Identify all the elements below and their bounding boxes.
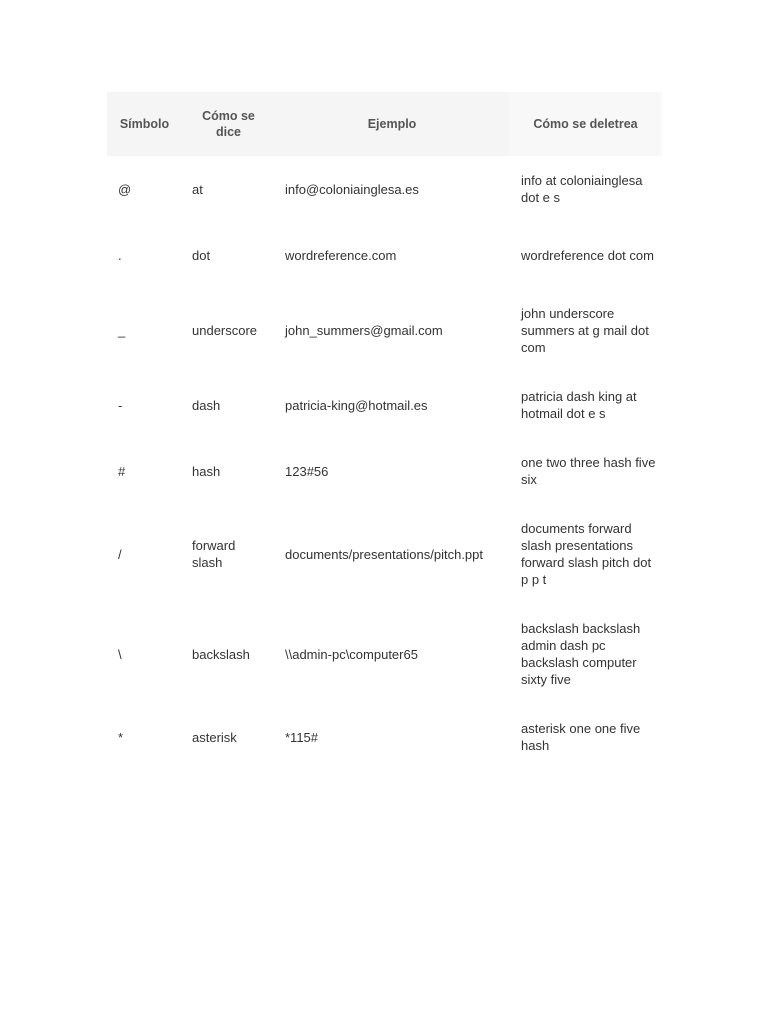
row-symbol: / bbox=[118, 546, 122, 562]
row-symbol: _ bbox=[118, 322, 126, 338]
table-row bbox=[107, 156, 662, 222]
row-said: hash bbox=[192, 463, 221, 479]
table-row bbox=[107, 372, 662, 438]
table-header bbox=[107, 92, 662, 156]
row-example: john_summers@gmail.com bbox=[285, 322, 443, 338]
row-example: \\admin-pc\computer65 bbox=[285, 646, 418, 662]
row-said: dot bbox=[192, 247, 211, 263]
row-said: asterisk bbox=[192, 729, 237, 745]
row-spelled: asterisk one one five hash bbox=[521, 721, 641, 753]
row-example: documents/presentations/pitch.ppt bbox=[285, 546, 484, 562]
row-said: forward slash bbox=[192, 538, 236, 570]
row-example: 123#56 bbox=[285, 463, 329, 479]
header-symbol: Símbolo bbox=[107, 92, 182, 156]
row-symbol: * bbox=[118, 729, 124, 745]
symbols-table bbox=[107, 92, 662, 770]
table-row bbox=[107, 288, 662, 372]
row-spelled: wordreference dot com bbox=[521, 247, 654, 263]
table-row bbox=[107, 438, 662, 504]
row-symbol: . bbox=[118, 247, 122, 263]
table-row bbox=[107, 504, 662, 604]
row-spelled: documents forward slash presentations forward slash pitch dot p p t bbox=[521, 521, 652, 587]
row-spelled: backslash backslash admin dash pc backslash computer sixty five bbox=[521, 621, 641, 687]
row-said: dash bbox=[192, 397, 221, 413]
row-symbol: @ bbox=[118, 181, 132, 197]
row-spelled: one two three hash five six bbox=[521, 455, 656, 487]
row-example: patricia-king@hotmail.es bbox=[285, 397, 428, 413]
row-example: info@coloniainglesa.es bbox=[285, 181, 419, 197]
row-spelled: john underscore summers at g mail dot com bbox=[521, 305, 649, 355]
header-row bbox=[107, 92, 662, 156]
header-example: Ejemplo bbox=[275, 92, 509, 156]
row-example: wordreference.com bbox=[285, 247, 397, 263]
row-said: underscore bbox=[192, 322, 258, 338]
row-symbol: \ bbox=[118, 646, 122, 662]
table-row bbox=[107, 604, 662, 704]
row-said: backslash bbox=[192, 646, 250, 662]
row-example: *115# bbox=[285, 729, 319, 745]
table-body bbox=[107, 156, 662, 770]
header-spelled: Cómo se deletrea bbox=[509, 92, 662, 156]
row-said: at bbox=[192, 181, 203, 197]
table-row bbox=[107, 704, 662, 770]
row-spelled: patricia dash king at hotmail dot e s bbox=[521, 389, 637, 421]
header-how-said: Cómo se dice bbox=[182, 92, 275, 156]
row-symbol: # bbox=[118, 463, 126, 479]
table-row bbox=[107, 222, 662, 288]
row-spelled: info at coloniainglesa dot e s bbox=[521, 173, 643, 205]
row-symbol: - bbox=[118, 397, 123, 413]
